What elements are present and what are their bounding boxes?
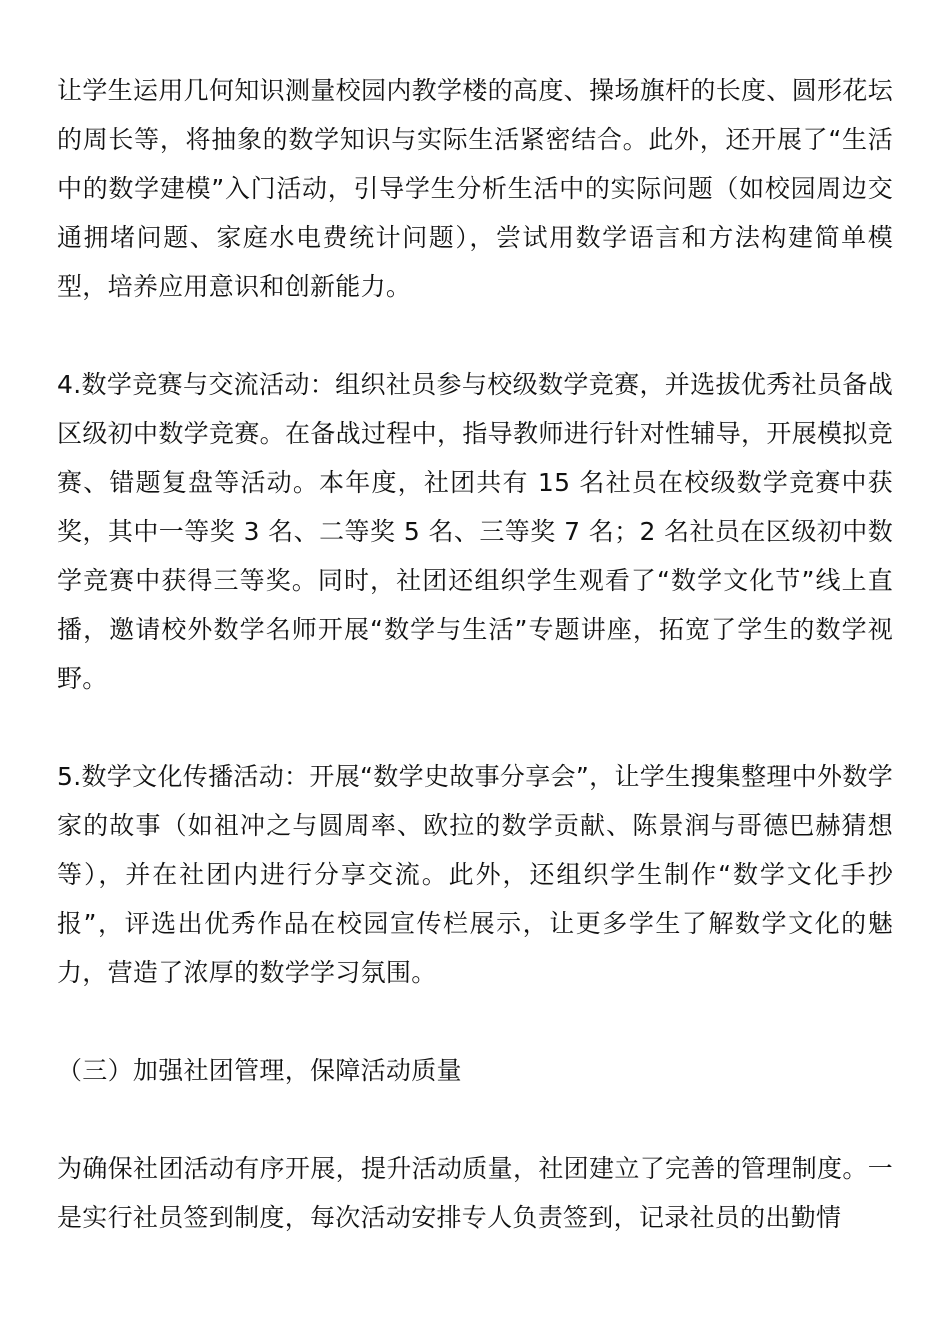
paragraph-gap bbox=[57, 311, 893, 360]
paragraph-gap bbox=[57, 703, 893, 752]
paragraph-gap bbox=[57, 1095, 893, 1144]
section-heading-management: （三）加强社团管理，保障活动质量 bbox=[57, 1056, 462, 1085]
paragraph-practice-activities: 让学生运用几何知识测量校园内教学楼的高度、操场旗杆的长度、圆形花坛的周长等，将抽象的数学知识与实际生活紧密结合。此外，还开展了“生活中的数学建模”入门活动，引导学生分析生活中的实际问题（如校园周边交通拥堵问题、家庭水电费统计问题），尝试用数学语言和方法构建简单模型，培养应用意识和创新能力。 bbox=[57, 76, 893, 301]
document-body bbox=[57, 66, 893, 1242]
paragraph-culture-activities: 5.数学文化传播活动：开展“数学史故事分享会”，让学生搜集整理中外数学家的故事（如祖冲之与圆周率、欧拉的数学贡献、陈景润与哥德巴赫猜想等），并在社团内进行分享交流。此外，还组织学生制作“数学文化手抄报”，评选出优秀作品在校园宣传栏展示，让更多学生了解数学文化的魅力，营造了浓厚的数学学习氛围。 bbox=[57, 762, 893, 987]
paragraph-gap bbox=[57, 997, 893, 1046]
paragraph-competition-activities: 4.数学竞赛与交流活动：组织社员参与校级数学竞赛，并选拔优秀社员备战区级初中数学竞赛。在备战过程中，指导教师进行针对性辅导，开展模拟竞赛、错题复盘等活动。本年度，社团共有 15 名社员在校级数学竞赛中获奖，其中一等奖 3 名、二等奖 5 名、三等奖 7 名；2 名社员在区级初中数学竞赛中获得三等奖。同时，社团还组织学生观看了“数学文化节”线上直播，邀请校外数学名师开展“数学与生活”专题讲座，拓宽了学生的数学视野。 bbox=[57, 370, 893, 693]
paragraph-management: 为确保社团活动有序开展，提升活动质量，社团建立了完善的管理制度。一是实行社员签到制度，每次活动安排专人负责签到，记录社员的出勤情 bbox=[57, 1154, 893, 1232]
